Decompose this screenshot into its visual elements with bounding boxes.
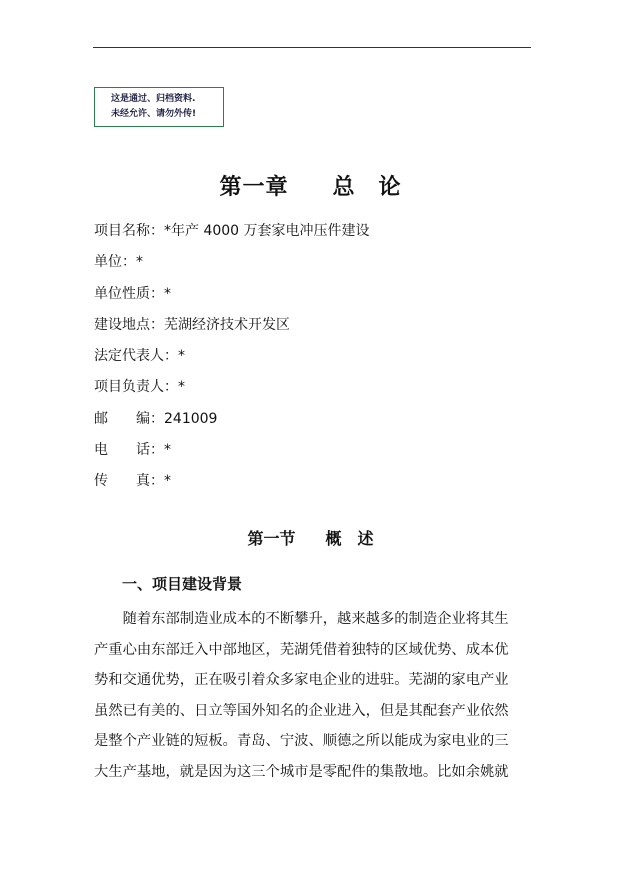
info-label: 传 真： [94,473,164,490]
info-label: 项目负责人： [94,379,178,396]
info-label: 单位： [94,254,136,271]
body-paragraph [94,604,519,788]
info-row-project-lead [94,377,370,408]
subheading-background: 一、项目建设背景 [122,575,243,593]
info-label: 邮 编： [94,410,164,427]
info-label: 单位性质： [94,285,164,302]
info-row-unit-nature [94,284,370,315]
info-value: * [164,473,171,490]
paragraph-line: 产重心由东部迁入中部地区，芜湖凭借着独特的区域优势、成本优 [94,641,509,658]
notice-line-1: 这是通过、归档资料. [111,94,196,104]
section-number: 第一节 [247,529,296,548]
info-label: 法定代表人： [94,348,178,365]
notice-line-2: 未经允许、请勿外传! [111,109,197,119]
info-value: 241009 [164,410,218,427]
chapter-number: 第一章 [219,174,289,200]
paragraph-line: 是整个产业链的短板。青岛、宁波、顺德之所以能成为家电业的三 [94,733,509,750]
info-value: * [178,379,185,396]
paragraph-line: 虽然已有美的、日立等国外知名的企业进入，但是其配套产业依然 [94,702,509,719]
header-rule [93,47,531,48]
section-title: 概 述 [325,529,374,548]
chapter-title: 总 论 [332,174,402,200]
info-row-unit [94,252,370,283]
info-row-legal-rep [94,346,370,377]
info-value: * [178,348,185,365]
info-row-site [94,315,370,346]
info-row-phone [94,440,370,471]
info-value: * [164,285,171,302]
info-label: 建设地点： [94,316,164,333]
info-value: *年产 4000 万套家电冲压件建设 [164,223,370,239]
project-info-list [94,221,370,503]
info-row-postcode [94,409,370,440]
confidential-notice-box [94,87,224,127]
paragraph-line: 大生产基地，就是因为这三个城市是零配件的集散地。比如余姚就 [94,763,509,780]
info-label: 项目名称： [94,223,164,239]
info-label: 电 话： [94,442,164,459]
info-row-project-name [94,221,370,252]
info-value: 芜湖经济技术开发区 [164,316,290,333]
paragraph-line: 势和交通优势，正在吸引着众多家电企业的进驻。芜湖的家电产业 [94,672,509,689]
info-value: * [164,442,171,459]
section-heading [0,526,621,549]
paragraph-line: 随着东部制造业成本的不断攀升，越来越多的制造企业将其生 [94,611,509,627]
info-value: * [136,254,143,271]
chapter-heading [0,170,621,201]
info-row-fax [94,471,370,502]
